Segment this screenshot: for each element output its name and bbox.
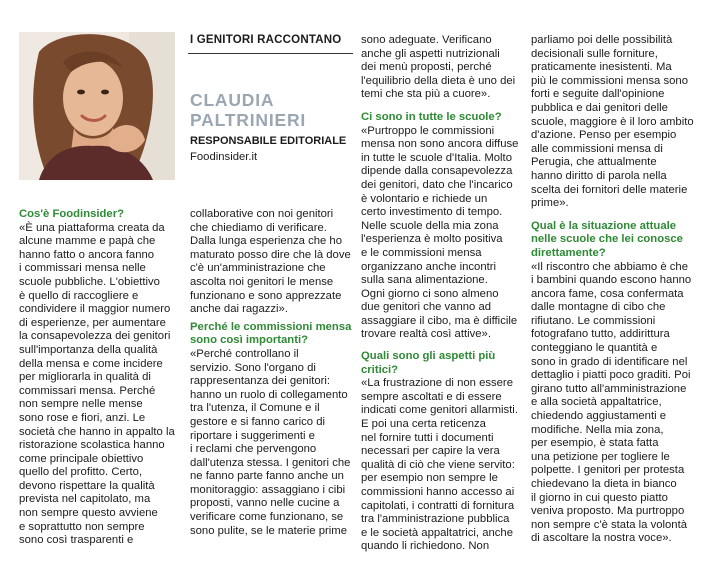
text-line: dipende dalla consapevolezza [361, 165, 513, 178]
text-line: è quello di raccogliere e [19, 289, 139, 302]
text-line: conteggiano le quantità e [531, 342, 658, 355]
header-divider [188, 53, 353, 54]
text-line: il giorno in cui questo piatto [531, 491, 668, 504]
text-line: e soprattutto non sempre [19, 520, 145, 533]
text-line: devono rispettare la qualità [19, 479, 155, 492]
text-line: i commissari mensa nelle [19, 262, 146, 275]
text-line: organizzano anche incontri [361, 260, 497, 273]
text-line: come principale obiettivo [19, 452, 144, 465]
text-line: per esempio non sempre le [361, 472, 498, 485]
text-line: non sempre questo avviene [19, 507, 158, 520]
text-line: funzionano e sono apprezzate [190, 289, 342, 302]
text-line: forti e seguite dall'opinione [531, 88, 665, 101]
text-line: più le commissioni mensa sono [531, 74, 688, 87]
text-line: veniva proposto. Ma purtroppo [531, 505, 685, 518]
text-line: rifiutano. Le commissioni [531, 314, 656, 327]
question-heading: Cos'è Foodinsider? [19, 208, 124, 220]
text-line: maturato posso dire che là dove [190, 248, 351, 261]
text-line: polpette. I genitori per protesta [531, 464, 685, 477]
text-line: non sempre c'è stata la volontà [531, 518, 688, 531]
text-line: i bambini quando escono hanno [531, 274, 692, 287]
text-line: sono pulite, se le materie prime [190, 524, 347, 537]
text-line: hanno diritto di parola nella [531, 169, 667, 182]
text-line: sull'importanza della qualità [19, 343, 158, 356]
text-line: tra l'amministrazione pubblica [361, 513, 510, 526]
text-line: alcune mamme e papà che [19, 235, 156, 248]
text-line: di esperienze, per aumentare [19, 316, 166, 329]
article-column-3 [361, 34, 526, 554]
text-line: della mensa e come incidere [19, 357, 163, 370]
text-line: qualità di ciò che viene servito: [361, 458, 515, 471]
text-line: ristorazione scolastica hanno [19, 439, 165, 452]
text-line: sono adeguate. Verificano [361, 34, 492, 46]
text-line: l'equilibrio della dieta è uno dei [361, 74, 516, 87]
text-line: condividere il maggior numero [19, 303, 171, 316]
answer-text [19, 222, 181, 548]
text-line: servizio. Sono l'organo di [190, 361, 316, 374]
text-line: dei menù proposti, perché [361, 61, 492, 74]
text-line: riportare i suggerimenti e [190, 429, 315, 442]
text-line: hanno fatto o ancora fanno [19, 248, 155, 261]
text-line: ne fanno parte fanno anche un [190, 470, 344, 483]
answer-text [531, 261, 696, 546]
text-line: girano tutto all'amministrazione [531, 382, 687, 395]
text-line: commissari mensa. Perché [19, 384, 156, 397]
text-line: è volontario e richiede un [361, 192, 488, 205]
text-line: per migliorarla in qualità di [19, 371, 151, 384]
text-line: sempre ascoltati e di essere [361, 390, 502, 403]
person-site: Foodinsider.it [190, 151, 258, 163]
text-line: l'esperienza è molto positiva [361, 233, 503, 246]
text-line: scuole pubbliche. L'obiettivo [19, 275, 160, 288]
text-line: trovare realtà così attive». [361, 328, 491, 341]
text-line: sulla sana alimentazione. [361, 274, 488, 287]
text-line: hanno un ruolo di collegamento [190, 388, 348, 401]
article-column-1 [19, 208, 181, 548]
text-line: dettaglio i piatti poco graditi. Poi [531, 369, 691, 382]
question-heading [190, 321, 352, 348]
text-line: chiedendo aggiustamenti e [531, 410, 667, 423]
text-line: società che hanno in appalto la [19, 425, 175, 438]
text-line: i reclami che pervengono [190, 443, 317, 456]
text-line: che chiediamo di verificare. [190, 221, 327, 234]
person-last-name: PALTRINIERI [190, 110, 307, 130]
text-line: per esempio, è stata fatta [531, 437, 659, 450]
text-line: «È una piattaforma creata da [19, 221, 165, 234]
text-line: assaggiare il cibo, ma è difficile [361, 314, 518, 327]
text-line: una petizione per togliere le [531, 450, 670, 463]
text-line: ancora fame, cosa confermata [531, 287, 684, 300]
text-line: quello del profitto. Certo, [19, 466, 143, 479]
question-line: sono così importanti? [190, 334, 308, 347]
text-line: mensa non sono ancora diffuse [361, 138, 519, 151]
text-line: commissioni hanno accesso ai [361, 486, 515, 498]
text-line: sono così trasparenti e [19, 534, 134, 547]
text-line: prime». [531, 197, 569, 210]
question-line: Perché le commissioni mensa [190, 320, 352, 333]
text-line: Ogni giorno ci sono almeno [361, 287, 499, 300]
text-line: e le commissioni mensa [361, 246, 482, 259]
answer-text [190, 348, 352, 538]
text-line: pubblica e dai genitori delle [531, 101, 668, 114]
text-line: fotografano tutto, addirittura [531, 328, 670, 341]
text-line: «La frustrazione di non essere [361, 377, 513, 390]
article-column-2 [190, 208, 352, 538]
question-line: nelle scuole che lei conosce [531, 233, 683, 246]
question-heading: Ci sono in tutte le scuole? [361, 110, 502, 123]
text-line: scuole, maggiore è il loro ambito [531, 115, 694, 128]
text-line: due genitori che vanno ad [361, 301, 492, 314]
question-heading [531, 220, 696, 261]
text-line: verificare come funzionano, se [190, 511, 344, 524]
person-first-name: CLAUDIA [190, 90, 275, 110]
text-line: non sempre nelle mense [19, 398, 143, 411]
text-line: indicati come genitori allarmisti. [361, 404, 518, 417]
text-line: di ascoltare la nostra voce». [531, 532, 672, 545]
text-line: monitoraggio: assaggiano i cibi [190, 483, 346, 496]
portrait-photo [19, 32, 175, 180]
question-heading: Quali sono gli aspetti più critici? [361, 350, 496, 376]
text-line: tra l'utenza, il Comune e il [190, 402, 320, 415]
text-line: e alla società appaltatrice, [531, 396, 662, 409]
text-line: nel fornire tutti i documenti [361, 431, 494, 444]
text-line: sono in grado di identificare nel [531, 355, 688, 368]
text-line: Perugia, che attualmente [531, 156, 657, 169]
text-line: c'è un'amministrazione che [190, 262, 326, 275]
text-line: dall'utenza stessa. I genitori che [190, 456, 351, 469]
text-line: modifiche. Nella mia zona, [531, 423, 664, 436]
text-line: collaborative con noi genitori [190, 208, 334, 220]
text-line: e le società appaltatrici, anche [361, 526, 513, 539]
text-line: anche gli aspetti nutrizionali [361, 47, 500, 60]
text-line: gestore e si fanno carico di [190, 415, 326, 428]
text-line: d'azione. Penso per esempio [531, 129, 677, 142]
answer-text [361, 377, 526, 554]
text-line: E poi una certa reticenza [361, 418, 486, 431]
question-line: direttamente? [531, 246, 606, 259]
text-line: necessari per capire la vera [361, 445, 500, 458]
text-line: la consapevolezza dei genitori [19, 330, 171, 343]
text-line: alle commissioni mensa di [531, 142, 663, 155]
text-line: chiedevano la dieta in bianco [531, 478, 677, 490]
text-line: dei genitori, dato che l'incarico [361, 178, 513, 191]
text-line: «Perché controllano il [190, 347, 299, 360]
text-line: certo investimento di tempo. [361, 206, 503, 219]
text-line: sono rose e fiori, anzi. Le [19, 411, 146, 424]
portrait-photo-icon [19, 32, 175, 180]
text-line: temi che sta più a cuore». [361, 88, 491, 101]
text-line: quando li richiedono. Non [361, 540, 490, 553]
article-column-4 [531, 34, 696, 546]
text-line: rappresentanza dei genitori: [190, 375, 331, 388]
text-line: scelta dei fornitori delle materie [531, 183, 688, 196]
text-line: praticamente inesistenti. Ma [531, 61, 672, 74]
text-line: in tutte le scuole d'Italia. Molto [361, 151, 512, 164]
text-line: capitolati, i contratti di fornitura [361, 499, 515, 512]
person-name [190, 90, 306, 130]
answer-text [531, 34, 696, 211]
section-kicker: I GENITORI RACCONTANO [190, 34, 342, 46]
question-line: Qual è la situazione attuale [531, 219, 677, 232]
text-line: Nelle scuole della mia zona [361, 219, 499, 232]
text-line: decisionali sulle forniture, [531, 47, 658, 60]
text-line: Dalla lunga esperienza che ho [190, 235, 342, 248]
text-line: anche dai ragazzi». [190, 303, 288, 316]
answer-text [361, 125, 526, 343]
answer-text [190, 208, 352, 317]
answer-text [361, 34, 526, 102]
text-line: dalle montagne di cibo che [531, 301, 666, 314]
text-line: proposti, vanno nelle cucine a [190, 497, 340, 510]
text-line: ascolta noi genitori le mense [190, 275, 334, 288]
text-line: «Il riscontro che abbiamo è che [531, 260, 688, 273]
text-line: «Purtroppo le commissioni [361, 124, 495, 137]
text-line: parliamo poi delle possibilità [531, 34, 673, 46]
text-line: prevista nel capitolato, ma [19, 493, 151, 506]
person-role: RESPONSABILE EDITORIALE [190, 135, 347, 147]
